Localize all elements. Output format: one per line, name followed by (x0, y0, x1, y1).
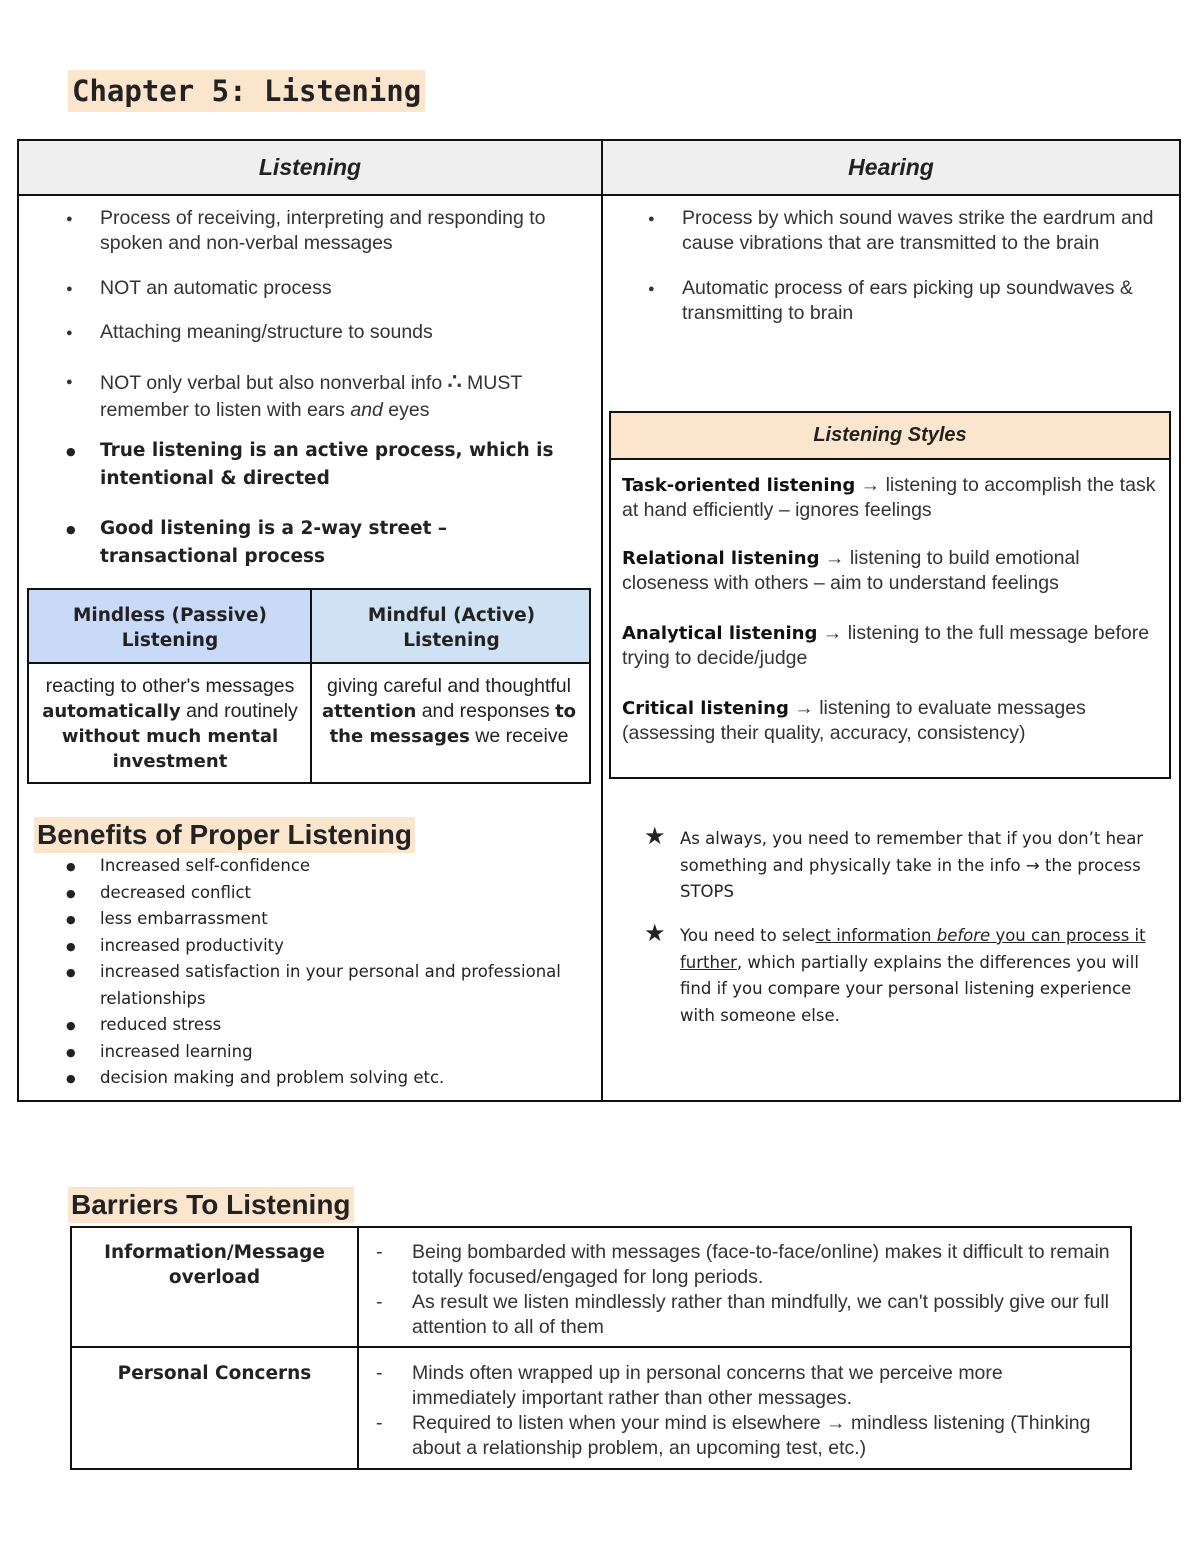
arrow-icon: → (788, 697, 820, 719)
list-item: ● increased satisfaction in your personal and professional relationships (20, 959, 600, 1012)
text: reacting to other's messages (45, 675, 295, 697)
barriers-table (70, 1226, 1132, 1470)
listening-styles-box (609, 411, 1171, 779)
barrier-points (372, 1361, 1112, 1461)
row-divider (72, 1346, 1130, 1348)
nonverbal-text-1: NOT only verbal but also nonverbal info (100, 372, 448, 394)
list-item: ● Increased self-confidence (20, 853, 600, 880)
list-item: ● decision making and problem solving etc. (20, 1065, 600, 1092)
benefits-title: Benefits of Proper Listening (34, 817, 415, 853)
list-item: ● increased productivity (20, 933, 600, 960)
star-note-2 (644, 919, 1170, 1029)
nonverbal-text-2: MUST remember to listen with ears (100, 372, 522, 421)
mindful-description (319, 674, 579, 749)
mindless-description (35, 674, 305, 774)
bold-points (20, 437, 565, 571)
list-item: ● decreased conflict (20, 880, 600, 907)
column-divider (310, 590, 312, 782)
note-text: You need to sele (680, 926, 816, 945)
style-term: Critical listening (622, 698, 789, 719)
style-term: Task-oriented listening (622, 475, 856, 496)
style-item-task (622, 473, 1157, 523)
text: we receive (469, 725, 569, 747)
arrow-icon: → (819, 547, 850, 569)
list-item: ● less embarrassment (20, 906, 600, 933)
nonverbal-point-list (20, 368, 600, 424)
emphasis: attention (321, 701, 417, 722)
hearing-header: Hearing (848, 154, 934, 180)
listening-header: Listening (258, 154, 362, 180)
style-item-relational (622, 546, 1157, 596)
list-item: ● Automatic process of ears picking up soundwaves & transmitting to brain (602, 276, 1172, 326)
style-description: listening to evaluate messages (assessing their quality, accuracy, consistency) (622, 697, 1086, 744)
note-underline: you can process it further (680, 926, 1146, 972)
list-item: ● increased learning (20, 1039, 600, 1066)
arrow-icon: → (817, 622, 848, 644)
style-item-critical (622, 696, 1157, 746)
text: and routinely (180, 700, 298, 722)
listening-styles-header: Listening Styles (611, 413, 1169, 460)
emphasis: automatically (42, 701, 181, 722)
list-item: ● Process by which sound waves strike the eardrum and cause vibrations that are transmitted to the brain (602, 206, 1172, 256)
list-item: - Minds often wrapped up in personal concerns that we perceive more immediately important rather than other messages. (372, 1361, 1112, 1411)
nonverbal-text-3: eyes (382, 399, 430, 421)
style-description: listening to build emotional closeness with others – aim to understand feelings (622, 547, 1080, 594)
style-description: listening to accomplish the task at hand efficiently – ignores feelings (622, 474, 1156, 521)
list-item: - Being bombarded with messages (face-to-face/online) makes it difficult to remain totally focused/engaged for long periods. (372, 1240, 1112, 1290)
star-icon: ★ (644, 822, 666, 850)
emphasis: to the messages (329, 701, 577, 747)
barrier-label: Personal Concerns (117, 1363, 312, 1384)
note-text: As always, you need to remember that if you don’t hear something and physically take in the info → the process STOPS (680, 829, 1144, 901)
table-header-row (19, 141, 1179, 196)
mindless-header: Mindless (Passive) Listening (73, 605, 267, 651)
barrier-points (372, 1240, 1112, 1340)
barrier-label: Information/Message overload (104, 1242, 325, 1288)
text: giving careful and thoughtful (327, 675, 571, 697)
note-emphasis: before (936, 926, 991, 945)
list-item: ● Attaching meaning/structure to sounds (20, 320, 592, 345)
style-term: Analytical listening (622, 623, 818, 644)
list-item: ● True listening is an active process, which is intentional & directed (20, 437, 565, 493)
list-item: - As result we listen mindlessly rather than mindfully, we can't possibly give our full attention to all of them (372, 1290, 1112, 1340)
nonverbal-emphasis: and (350, 399, 383, 421)
mindful-header: Mindful (Active) Listening (367, 605, 536, 651)
list-item: ● Process of receiving, interpreting and responding to spoken and non-verbal messages (20, 206, 592, 256)
arrow-icon: → (855, 474, 886, 496)
listening-points (20, 206, 592, 345)
barriers-title: Barriers To Listening (68, 1187, 354, 1223)
emphasis: without much mental investment (61, 726, 279, 772)
list-item: ● Good listening is a 2-way street – transactional process (20, 515, 565, 571)
text: and responses (416, 700, 556, 722)
star-icon: ★ (644, 919, 666, 947)
page-title: Chapter 5: Listening (68, 70, 425, 112)
star-note-1 (644, 822, 1170, 906)
hearing-points (602, 206, 1172, 326)
column-divider (357, 1228, 359, 1468)
style-term: Relational listening (622, 548, 820, 569)
style-item-analytical (622, 621, 1157, 671)
therefore-symbol: ∴ (447, 369, 462, 394)
benefits-list (20, 853, 600, 1092)
note-text: , which partially explains the differences you will find if you compare your personal listening experience with someone else. (680, 952, 1139, 1025)
list-item: ● reduced stress (20, 1012, 600, 1039)
note-underline: ct information (815, 926, 937, 945)
list-item (20, 368, 600, 424)
row-divider (29, 662, 589, 664)
mindless-mindful-table (27, 588, 591, 784)
list-item: ● NOT an automatic process (20, 276, 592, 301)
list-item: - Required to listen when your mind is elsewhere → mindless listening (Thinking about a relationship problem, an upcoming test, etc.) (372, 1411, 1112, 1461)
style-description: listening to the full message before trying to decide/judge (622, 622, 1150, 669)
